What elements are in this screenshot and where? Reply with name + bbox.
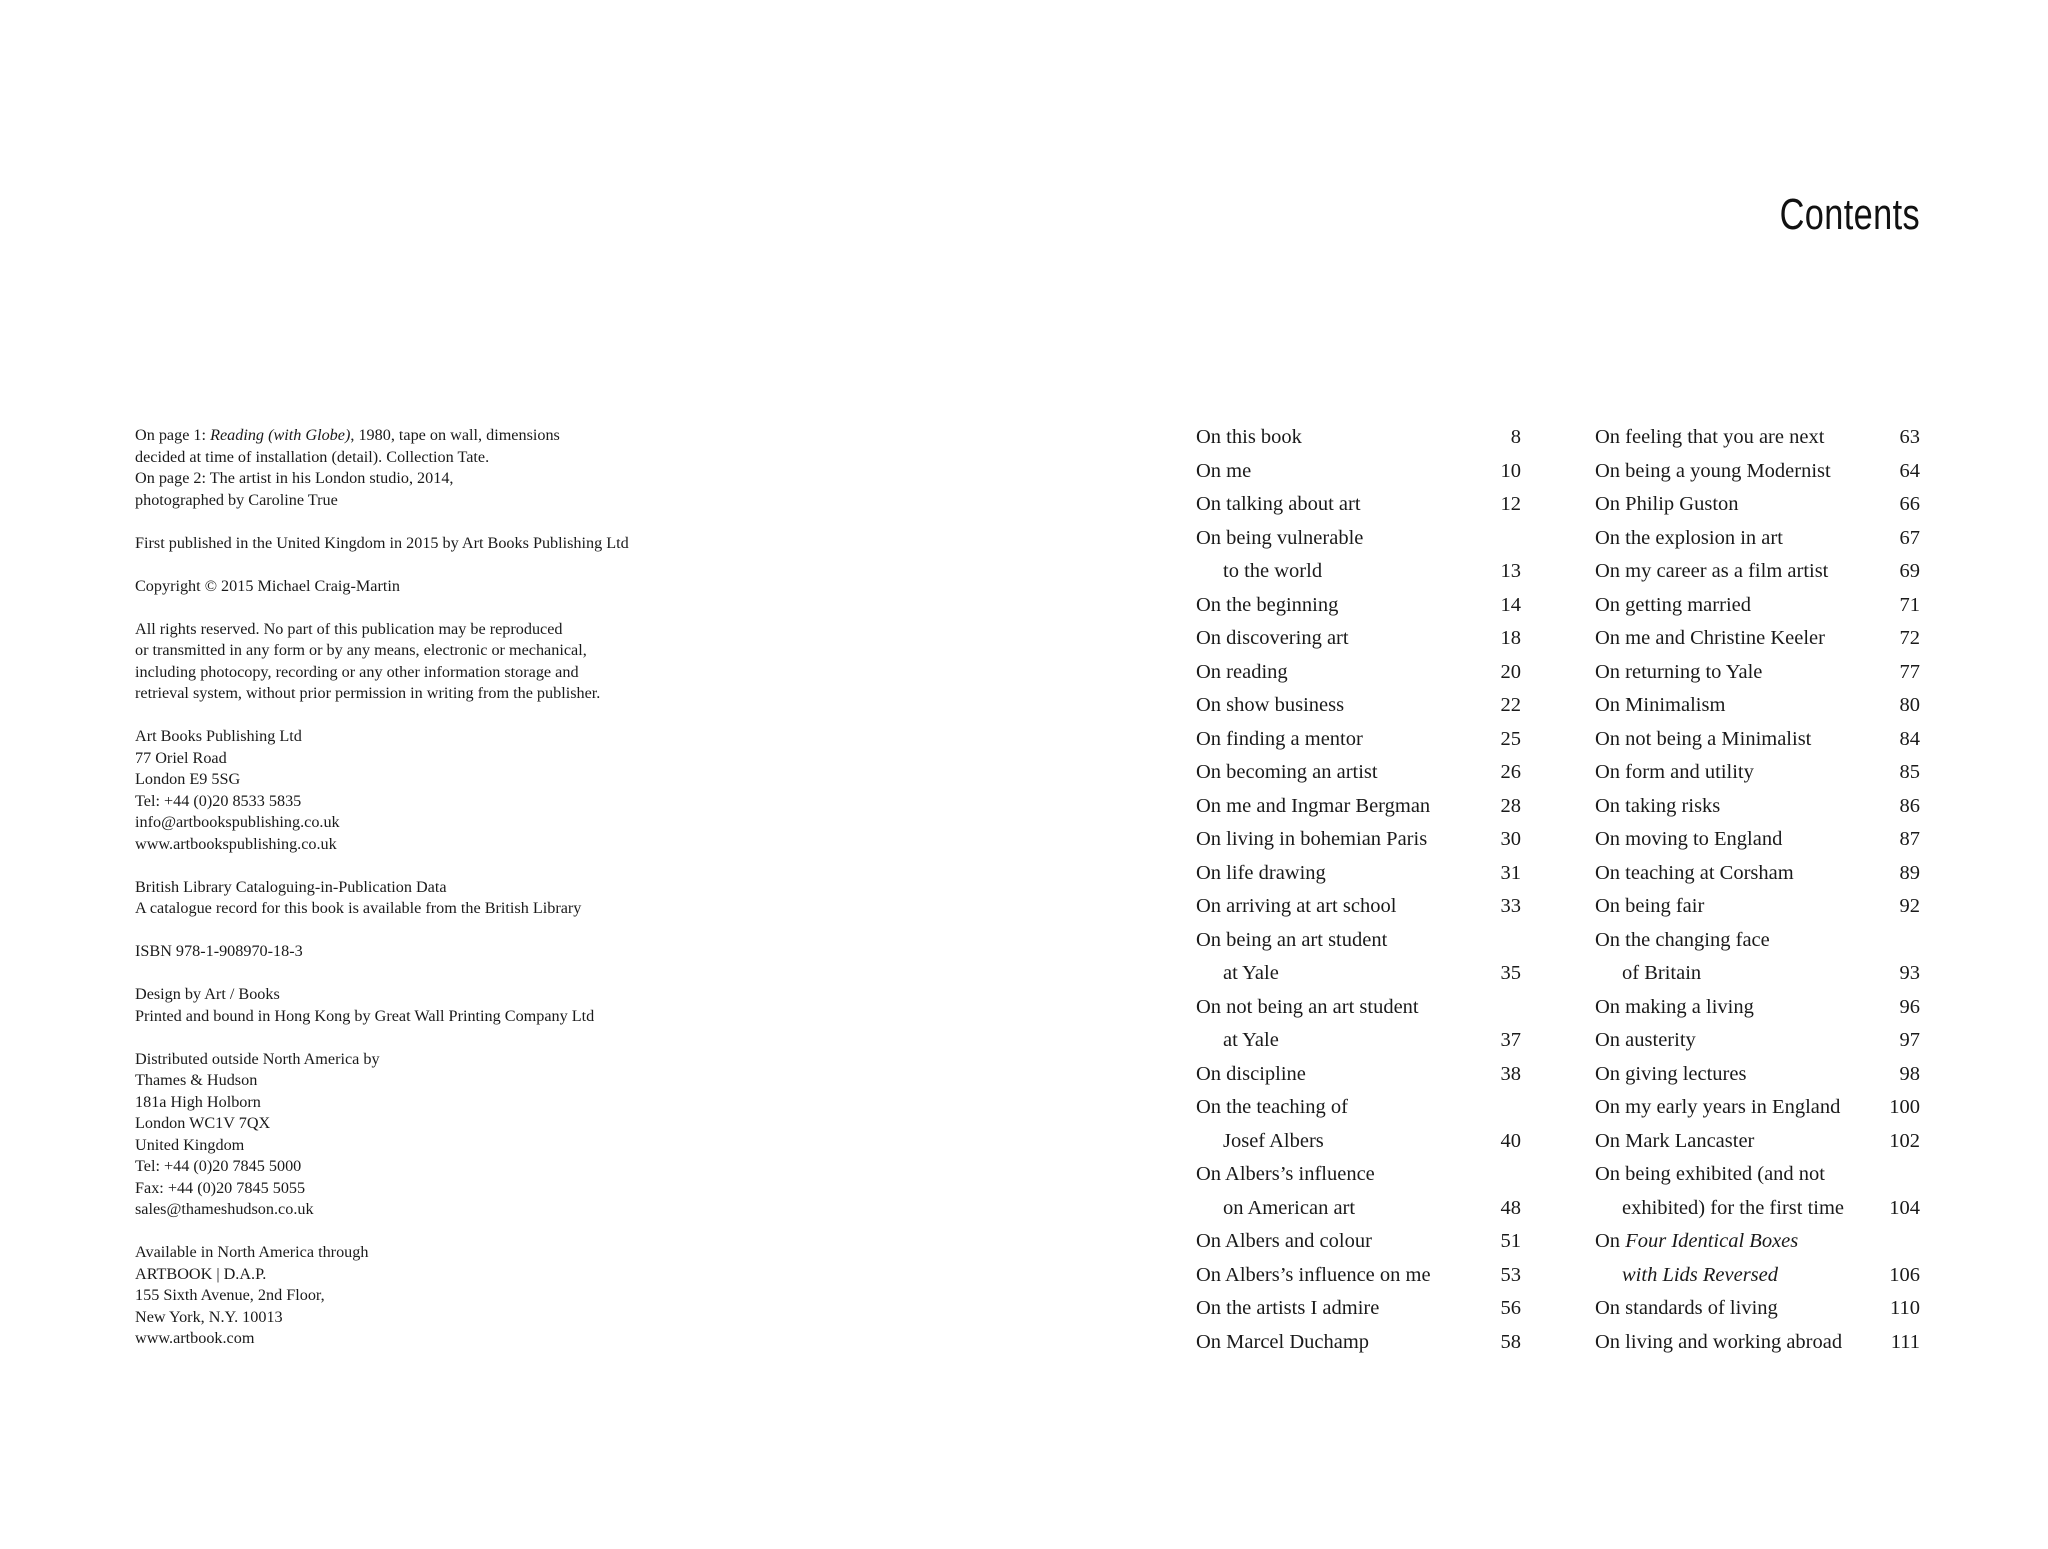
toc-entry-title — [1196, 991, 1419, 1025]
address-line: 181a High Holborn — [135, 1092, 261, 1111]
toc-title-text: On discipline — [1196, 1062, 1306, 1085]
cip-data — [135, 877, 755, 920]
toc-title-text: On my early years in England — [1595, 1096, 1841, 1118]
toc-title-text: On becoming an artist — [1196, 761, 1378, 783]
toc-page-number: 69 — [1899, 560, 1920, 582]
website-line: www.artbook.com — [135, 1329, 255, 1347]
toc-entry[interactable] — [1196, 589, 1521, 623]
toc-title-text: On Mark Lancaster — [1595, 1129, 1755, 1152]
toc-entry-title — [1196, 656, 1288, 690]
toc-title-text: On Albers’s influence on me — [1196, 1263, 1431, 1286]
toc-entry[interactable] — [1595, 1292, 1920, 1326]
toc-entry[interactable] — [1595, 857, 1920, 891]
toc-title-text: On my career as a film artist — [1595, 560, 1829, 582]
cip-line: British Library Cataloguing-in-Publication Data — [135, 877, 447, 896]
distributor-address — [135, 1049, 755, 1221]
toc-title-text: On — [1595, 1230, 1626, 1252]
toc-entry-title — [1595, 1024, 1696, 1058]
toc-entry[interactable] — [1196, 1058, 1521, 1092]
toc-title-text: On giving lectures — [1595, 1062, 1747, 1085]
toc-entry[interactable] — [1595, 455, 1920, 489]
toc-entry-title — [1223, 1192, 1355, 1226]
toc-entry-title — [1223, 957, 1279, 991]
toc-entry[interactable] — [1595, 555, 1920, 589]
toc-entry-title — [1622, 1192, 1844, 1226]
toc-entry-continuation[interactable] — [1196, 1024, 1521, 1058]
toc-entry-title — [1196, 1225, 1372, 1259]
toc-title-text: On the artists I admire — [1196, 1297, 1380, 1319]
toc-page-number: 85 — [1899, 761, 1920, 783]
toc-entry-title — [1196, 857, 1326, 891]
toc-title-text: On finding a mentor — [1196, 727, 1363, 750]
toc-title-text: On Philip Guston — [1595, 493, 1739, 515]
toc-title-text: Josef Albers — [1223, 1129, 1324, 1152]
toc-entry[interactable] — [1595, 589, 1920, 623]
toc-column-right — [1595, 421, 1920, 1359]
toc-entry[interactable] — [1196, 790, 1521, 824]
toc-entry-title — [1196, 890, 1396, 924]
toc-entry-title — [1622, 957, 1701, 991]
toc-page-number: 37 — [1500, 1029, 1521, 1051]
toc-entry[interactable] — [1196, 1259, 1521, 1293]
north-america-distributor — [135, 1242, 755, 1350]
toc-title-text: on American art — [1223, 1196, 1356, 1219]
toc-entry-continuation[interactable] — [1196, 555, 1521, 589]
toc-page-number: 97 — [1899, 1029, 1920, 1051]
toc-page-number: 110 — [1890, 1297, 1920, 1319]
toc-page-number: 28 — [1500, 794, 1521, 817]
toc-entry[interactable] — [1595, 1326, 1920, 1360]
toc-page-number: 25 — [1500, 727, 1521, 750]
toc-entry-title — [1595, 756, 1754, 790]
toc-entry-title — [1196, 1058, 1306, 1092]
toc-entry-title — [1595, 689, 1725, 723]
toc-page-number: 80 — [1899, 694, 1920, 716]
toc-entry-title — [1196, 488, 1361, 522]
toc-entry[interactable] — [1595, 1158, 1920, 1192]
toc-entry[interactable] — [1595, 689, 1920, 723]
toc-entry-title — [1196, 589, 1338, 623]
website-line: www.artbookspublishing.co.uk — [135, 834, 337, 853]
copyright-text: Copyright © 2015 Michael Craig-Martin — [135, 576, 400, 595]
toc-entry[interactable] — [1196, 823, 1521, 857]
email-line: sales@thameshudson.co.uk — [135, 1200, 314, 1218]
cip-line: A catalogue record for this book is available from the British Library — [135, 899, 582, 917]
toc-page-number: 8 — [1510, 426, 1521, 448]
toc-page-number: 53 — [1500, 1263, 1521, 1286]
toc-page-number: 40 — [1500, 1129, 1521, 1152]
credit-line: On page 2: The artist in his London studio, 2014, — [135, 469, 454, 487]
credit-line: photographed by Caroline True — [135, 490, 338, 509]
toc-title-text: On making a living — [1595, 995, 1754, 1018]
rights-notice — [135, 619, 755, 705]
toc-title-text: On me and Ingmar Bergman — [1196, 794, 1431, 817]
toc-title-text: On me and Christine Keeler — [1595, 627, 1825, 649]
distributor-name: Thames & Hudson — [135, 1071, 258, 1089]
toc-entry[interactable] — [1196, 857, 1521, 891]
toc-title-text: On Minimalism — [1595, 694, 1726, 716]
toc-title-text: On arriving at art school — [1196, 895, 1397, 917]
toc-entry-title — [1196, 1091, 1348, 1125]
toc-entry-title — [1196, 924, 1387, 958]
toc-entry[interactable] — [1595, 622, 1920, 656]
toc-page-number: 77 — [1899, 660, 1920, 683]
toc-entry-continuation[interactable] — [1595, 957, 1920, 991]
distributor-line: Available in North America through — [135, 1243, 369, 1261]
toc-entry-title — [1595, 522, 1783, 556]
toc-page-number: 14 — [1500, 593, 1521, 616]
toc-title-text: On not being an art student — [1196, 995, 1419, 1018]
toc-entry[interactable] — [1595, 924, 1920, 958]
toc-page-number: 58 — [1500, 1330, 1521, 1353]
toc-title-text: at Yale — [1223, 962, 1279, 984]
image-credits — [135, 425, 755, 511]
toc-entry-title — [1595, 1225, 1798, 1259]
toc-title-text: On not being a Minimalist — [1595, 727, 1812, 750]
toc-entry[interactable] — [1595, 522, 1920, 556]
toc-entry-continuation[interactable] — [1595, 1192, 1920, 1226]
toc-entry[interactable] — [1196, 622, 1521, 656]
toc-page-number: 20 — [1500, 660, 1521, 683]
design-printing — [135, 984, 755, 1027]
toc-title-text: On getting married — [1595, 593, 1751, 616]
toc-entry[interactable] — [1196, 723, 1521, 757]
toc-page-number: 98 — [1899, 1062, 1920, 1085]
toc-title-text: On reading — [1196, 660, 1288, 683]
toc-title-text: On the beginning — [1196, 593, 1339, 616]
toc-title-text: On life drawing — [1196, 861, 1326, 884]
toc-entry[interactable] — [1196, 1225, 1521, 1259]
toc-entry-title — [1196, 522, 1363, 556]
toc-page-number: 35 — [1500, 962, 1521, 984]
toc-title-text: On being exhibited (and not — [1595, 1163, 1826, 1185]
toc-page-number: 87 — [1899, 828, 1920, 850]
toc-entry[interactable] — [1595, 1024, 1920, 1058]
printer-credit: Printed and bound in Hong Kong by Great Wall Printing Company Ltd — [135, 1006, 595, 1025]
toc-column-left — [1196, 421, 1521, 1359]
toc-entry[interactable] — [1196, 455, 1521, 489]
toc-title-text: On being a young Modernist — [1595, 459, 1831, 482]
toc-page-number: 92 — [1899, 895, 1920, 917]
toc-title-text: On being fair — [1595, 895, 1705, 917]
toc-title-text: On teaching at Corsham — [1595, 861, 1794, 884]
toc-page-number: 66 — [1899, 493, 1920, 515]
toc-title-text: On discovering art — [1196, 627, 1349, 649]
toc-title-text: On form and utility — [1595, 761, 1754, 783]
toc-page-number: 33 — [1500, 895, 1521, 917]
toc-entry-title — [1595, 555, 1828, 589]
toc-entry-continuation[interactable] — [1595, 1259, 1920, 1293]
credit-prefix: On page 1: — [135, 426, 211, 444]
toc-entry[interactable] — [1595, 656, 1920, 690]
toc-page-number: 111 — [1890, 1330, 1920, 1353]
toc-entry-title — [1196, 622, 1349, 656]
toc-title-text: On being vulnerable — [1196, 526, 1364, 549]
rights-line: including photocopy, recording or any other information storage and — [135, 662, 579, 681]
address-line: New York, N.Y. 10013 — [135, 1307, 283, 1326]
toc-entry-title — [1595, 823, 1782, 857]
toc-entry-title — [1196, 1259, 1431, 1293]
rights-line: retrieval system, without prior permission in writing from the publisher. — [135, 684, 601, 702]
credit-line — [135, 425, 755, 447]
toc-entry-title — [1595, 656, 1762, 690]
toc-page-number: 18 — [1500, 627, 1521, 649]
toc-entry-title — [1223, 1125, 1324, 1159]
toc-title-text: at Yale — [1223, 1029, 1279, 1051]
toc-title-text: On standards of living — [1595, 1297, 1778, 1319]
toc-title-text: On moving to England — [1595, 828, 1783, 850]
address-line: 77 Oriel Road — [135, 748, 227, 767]
toc-entry-title — [1595, 991, 1754, 1025]
toc-page-number: 100 — [1889, 1096, 1920, 1118]
toc-entry-title — [1595, 1292, 1778, 1326]
toc-entry[interactable] — [1196, 1091, 1521, 1125]
toc-title-italic: Four Identical Boxes — [1625, 1230, 1799, 1252]
toc-entry-title — [1595, 1125, 1754, 1159]
toc-page-number: 84 — [1899, 727, 1920, 750]
toc-title-text: On Marcel Duchamp — [1196, 1330, 1370, 1353]
toc-page-number: 31 — [1500, 861, 1521, 884]
toc-title-text: On the teaching of — [1196, 1096, 1348, 1118]
phone-line: Tel: +44 (0)20 8533 5835 — [135, 791, 302, 810]
isbn-text: ISBN 978-1-908970-18-3 — [135, 942, 303, 960]
toc-entry[interactable] — [1595, 1225, 1920, 1259]
toc-title-text: On the changing face — [1595, 928, 1770, 951]
toc-entry-title — [1196, 1292, 1379, 1326]
page-title: Contents — [1779, 190, 1920, 239]
toc-entry-title — [1595, 421, 1824, 455]
toc-entry[interactable] — [1595, 790, 1920, 824]
toc-entry[interactable] — [1196, 890, 1521, 924]
toc-page-number: 102 — [1889, 1129, 1920, 1152]
toc-entry[interactable] — [1595, 823, 1920, 857]
toc-title-text: On being an art student — [1196, 928, 1388, 951]
colophon — [135, 425, 755, 1371]
toc-entry-title — [1196, 790, 1430, 824]
toc-entry-title — [1622, 1259, 1778, 1293]
toc-entry-title — [1196, 421, 1302, 455]
first-published — [135, 533, 755, 555]
toc-entry[interactable] — [1196, 1326, 1521, 1360]
toc-title-text: On taking risks — [1595, 794, 1721, 817]
toc-entry[interactable] — [1196, 522, 1521, 556]
toc-entry-title — [1595, 924, 1770, 958]
toc-entry-title — [1223, 1024, 1279, 1058]
copyright — [135, 576, 755, 598]
toc-page-number: 64 — [1899, 459, 1920, 482]
toc-page-number: 10 — [1500, 459, 1521, 482]
fax-line: Fax: +44 (0)20 7845 5055 — [135, 1178, 306, 1197]
artwork-title: Reading (with Globe) — [210, 426, 351, 444]
toc-entry-title — [1196, 455, 1251, 489]
toc-title-text: On austerity — [1595, 1029, 1696, 1051]
toc-entry-continuation[interactable] — [1196, 957, 1521, 991]
toc-page-number: 38 — [1500, 1062, 1521, 1085]
toc-entry-title — [1595, 723, 1811, 757]
toc-entry-title — [1223, 555, 1322, 589]
phone-line: Tel: +44 (0)20 7845 5000 — [135, 1157, 302, 1175]
toc-page-number: 48 — [1500, 1196, 1521, 1219]
toc-entry[interactable] — [1196, 924, 1521, 958]
toc-entry-title — [1595, 622, 1825, 656]
address-line: United Kingdom — [135, 1135, 245, 1154]
toc-title-text: On returning to Yale — [1595, 660, 1763, 683]
toc-entry[interactable] — [1595, 1125, 1920, 1159]
distributor-line: Distributed outside North America by — [135, 1049, 380, 1068]
toc-page-number: 22 — [1500, 694, 1521, 716]
toc-title-text: exhibited) for the first time — [1622, 1196, 1845, 1219]
credit-line: decided at time of installation (detail). Collection Tate. — [135, 447, 490, 466]
first-published-text: First published in the United Kingdom in 2015 by Art Books Publishing Ltd — [135, 533, 629, 552]
toc-entry[interactable] — [1595, 890, 1920, 924]
toc-entry-title — [1595, 857, 1794, 891]
toc-entry-title — [1595, 589, 1751, 623]
toc-entry-title — [1196, 823, 1427, 857]
credit-details: , 1980, tape on wall, dimensions — [350, 426, 560, 444]
toc-page-number: 93 — [1899, 962, 1920, 984]
toc-title-text: On show business — [1196, 694, 1345, 716]
toc-entry-title — [1196, 1326, 1369, 1360]
design-credit: Design by Art / Books — [135, 985, 280, 1003]
toc-title-text: On talking about art — [1196, 493, 1361, 515]
toc-entry-title — [1595, 790, 1720, 824]
toc-entry-title — [1595, 1058, 1746, 1092]
toc-entry[interactable] — [1196, 756, 1521, 790]
address-line: London WC1V 7QX — [135, 1114, 271, 1132]
toc-entry-title — [1595, 455, 1831, 489]
distributor-name: ARTBOOK | D.A.P. — [135, 1264, 267, 1283]
toc-title-italic: with Lids Reversed — [1622, 1263, 1779, 1286]
email-line: info@artbookspublishing.co.uk — [135, 813, 340, 831]
toc-page-number: 63 — [1899, 426, 1920, 448]
toc-entry[interactable] — [1196, 488, 1521, 522]
toc-page-number: 86 — [1899, 794, 1920, 817]
toc-title-text: On me — [1196, 459, 1252, 482]
toc-entry-continuation[interactable] — [1196, 1125, 1521, 1159]
toc-page-number: 56 — [1500, 1297, 1521, 1319]
toc-entry[interactable] — [1196, 421, 1521, 455]
toc-page-number: 106 — [1889, 1263, 1920, 1286]
toc-entry-title — [1196, 756, 1378, 790]
toc-entry-title — [1196, 689, 1344, 723]
toc-page-number: 104 — [1889, 1196, 1920, 1219]
toc-entry[interactable] — [1595, 421, 1920, 455]
toc-entry[interactable] — [1595, 1091, 1920, 1125]
toc-title-text: On feeling that you are next — [1595, 426, 1825, 448]
toc-entry[interactable] — [1196, 689, 1521, 723]
toc-page-number: 72 — [1899, 627, 1920, 649]
toc-page-number: 89 — [1899, 861, 1920, 884]
toc-page-number: 13 — [1500, 560, 1521, 582]
toc-entry-title — [1595, 890, 1704, 924]
publisher-name: Art Books Publishing Ltd — [135, 727, 302, 745]
toc-entry-title — [1595, 1091, 1840, 1125]
toc-entry-title — [1196, 723, 1363, 757]
toc-page-number: 96 — [1899, 995, 1920, 1018]
rights-line: All rights reserved. No part of this publication may be reproduced — [135, 619, 563, 638]
toc-entry[interactable] — [1595, 756, 1920, 790]
toc-title-text: On living and working abroad — [1595, 1330, 1843, 1353]
toc-entry[interactable] — [1196, 656, 1521, 690]
toc-page-number: 67 — [1899, 526, 1920, 549]
toc-entry[interactable] — [1595, 723, 1920, 757]
toc-entry[interactable] — [1595, 991, 1920, 1025]
toc-title-text: On Albers and colour — [1196, 1230, 1372, 1252]
toc-entry[interactable] — [1595, 1058, 1920, 1092]
toc-page-number: 26 — [1500, 761, 1521, 783]
toc-page-number: 12 — [1500, 493, 1521, 515]
toc-entry[interactable] — [1196, 1158, 1521, 1192]
toc-title-text: On the explosion in art — [1595, 526, 1783, 549]
toc-entry-title — [1595, 1326, 1842, 1360]
toc-entry-title — [1196, 1158, 1375, 1192]
toc-title-text: On this book — [1196, 426, 1302, 448]
toc-title-text: On living in bohemian Paris — [1196, 828, 1428, 850]
rights-line: or transmitted in any form or by any means, electronic or mechanical, — [135, 641, 587, 659]
toc-page-number: 51 — [1500, 1230, 1521, 1252]
toc-entry-title — [1595, 488, 1739, 522]
toc-page-number: 30 — [1500, 828, 1521, 850]
toc-title-text: of Britain — [1622, 962, 1702, 984]
toc-entry-title — [1595, 1158, 1825, 1192]
address-line: 155 Sixth Avenue, 2nd Floor, — [135, 1286, 325, 1304]
toc-title-text: On Albers’s influence — [1196, 1163, 1375, 1185]
address-line: London E9 5SG — [135, 770, 241, 788]
publisher-address — [135, 726, 755, 855]
toc-entry[interactable] — [1196, 991, 1521, 1025]
toc-entry[interactable] — [1196, 1292, 1521, 1326]
isbn — [135, 941, 755, 963]
toc-entry-continuation[interactable] — [1196, 1192, 1521, 1226]
toc-page-number: 71 — [1899, 593, 1920, 616]
toc-entry[interactable] — [1595, 488, 1920, 522]
toc-title-text: to the world — [1223, 560, 1323, 582]
